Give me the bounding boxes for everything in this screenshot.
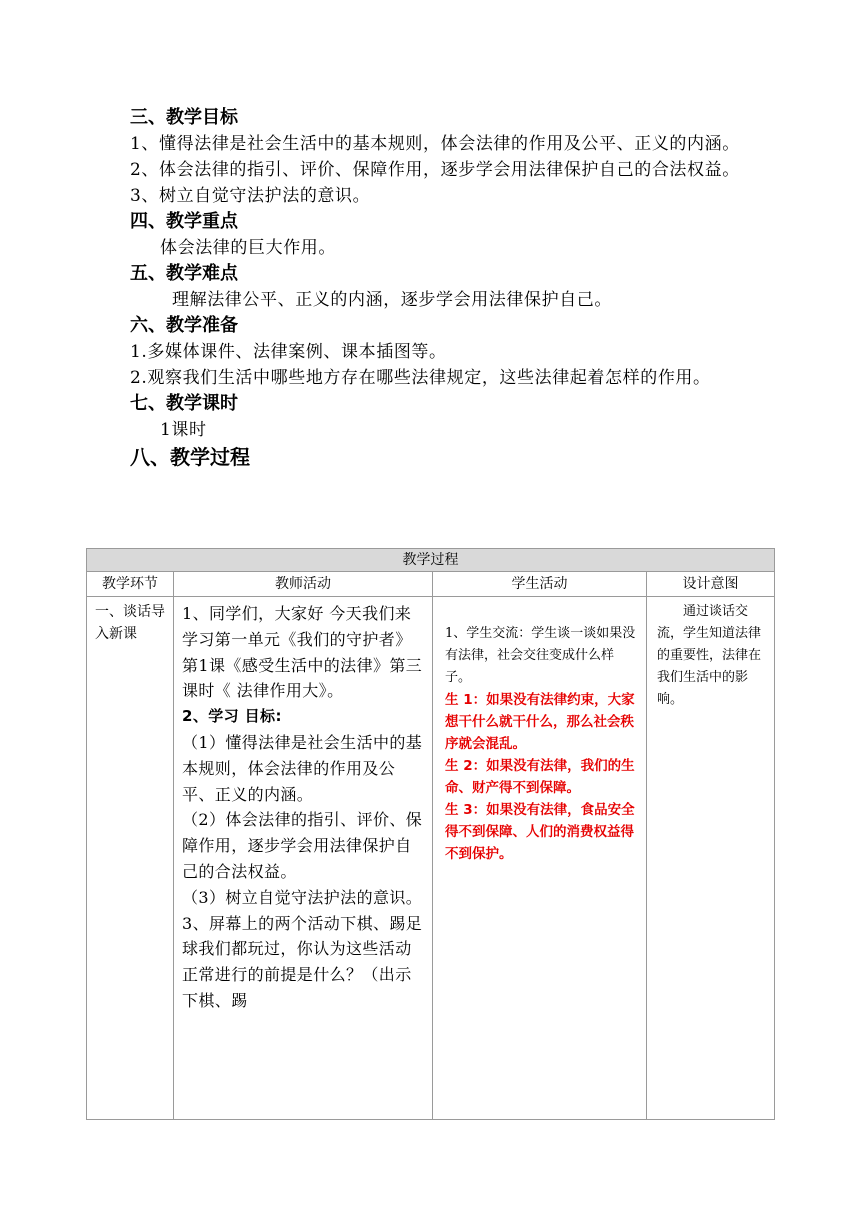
teacher-item-4: （2）体会法律的指引、评价、保障作用，逐步学会用法律保护自己的合法权益。	[182, 810, 423, 881]
difficulty-line: 理解法律公平、正义的内涵，逐步学会用法律保护自己。	[172, 290, 612, 310]
key-point-line: 体会法律的巨大作用。	[160, 238, 336, 258]
section-heading-key-points: 四、教学重点	[130, 211, 238, 232]
section-heading-process: 八、教学过程	[130, 445, 250, 469]
student-intro: 1、学生交流：学生谈一谈如果没有法律，社会交往变成什么样子。	[445, 626, 636, 685]
teacher-item-5: （3）树立自觉守法护法的意识。	[182, 887, 423, 907]
objective-line-3: 3、树立自觉守法护法的意识。	[130, 186, 371, 206]
section-heading-class-hours: 七、教学课时	[130, 393, 238, 414]
student-answer-1: 生 1：如果没有法律约束，大家想干什么就干什么，那么社会秩序就会混乱。	[445, 692, 635, 752]
teaching-process-table	[86, 548, 775, 1120]
header-teacher-activity: 教师活动	[174, 572, 433, 597]
objective-line-2: 2、体会法律的指引、评价、保障作用，逐步学会用法律保护自己的合法权益。	[130, 160, 740, 180]
teacher-item-2: 2、学习 目标:	[182, 707, 282, 726]
lesson-plan-sections	[130, 105, 740, 471]
preparation-line-1: 1.多媒体课件、法律案例、课本插图等。	[130, 342, 447, 362]
table-header-row	[87, 572, 775, 597]
table-title: 教学过程	[87, 549, 775, 572]
table-row	[87, 597, 775, 1120]
teacher-item-1: 1、同学们，大家好 今天我们来学习第一单元《我们的守护者》第1课《感受生活中的法律》第三课时《 法律作用大》。	[182, 604, 423, 701]
cell-student-activity	[433, 597, 647, 1120]
header-stage: 教学环节	[87, 572, 174, 597]
student-answer-2: 生 2：如果没有法律，我们的生命、财产得不到保障。	[445, 758, 635, 796]
header-student-activity: 学生活动	[433, 572, 647, 597]
student-answer-3: 生 3：如果没有法律，食品安全得不到保障、人们的消费权益得不到保护。	[445, 802, 635, 862]
section-heading-preparation: 六、教学准备	[130, 315, 238, 336]
cell-stage: 一、谈话导入新课	[87, 597, 174, 1120]
design-text: 通过谈话交流，学生知道法律的重要性，法律在我们生活中的影响。	[657, 604, 762, 707]
table-title-row	[87, 549, 775, 572]
objective-line-1: 1、懂得法律是社会生活中的基本规则，体会法律的作用及公平、正义的内涵。	[130, 134, 740, 154]
teacher-item-6: 3、屏幕上的两个活动下棋、踢足球我们都玩过，你认为这些活动正常进行的前提是什么？（出示下棋、踢	[182, 913, 423, 1010]
class-hours-line: 1课时	[160, 420, 207, 440]
header-design-intent: 设计意图	[647, 572, 775, 597]
preparation-line-2: 2.观察我们生活中哪些地方存在哪些法律规定，这些法律起着怎样的作用。	[130, 368, 711, 388]
cell-design-intent	[647, 597, 775, 1120]
section-heading-difficulties: 五、教学难点	[130, 263, 238, 284]
cell-teacher-activity	[174, 597, 433, 1120]
section-heading-objectives: 三、教学目标	[130, 107, 238, 128]
teacher-item-3: （1）懂得法律是社会生活中的基本规则，体会法律的作用及公平、正义的内涵。	[182, 732, 423, 804]
